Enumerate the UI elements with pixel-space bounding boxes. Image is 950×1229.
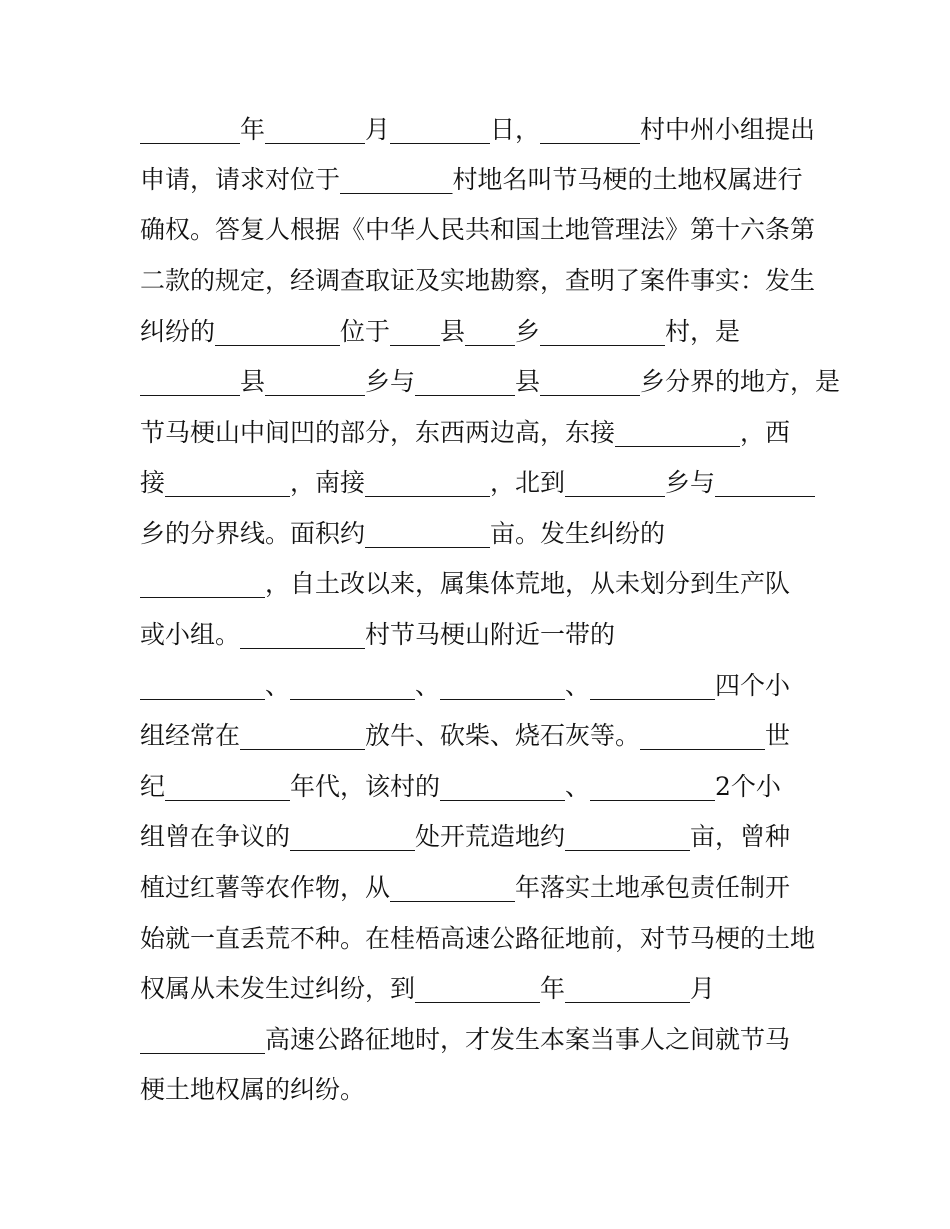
- text-line: 乡的分界线。面积约__________亩。发生纠纷的: [140, 519, 666, 548]
- text-line: 或小组。__________村节马梗山附近一带的: [140, 620, 616, 649]
- text-line: 二款的规定，经调查取证及实地勘察，查明了案件事实：发生: [140, 266, 816, 295]
- text-line: 梗土地权属的纠纷。: [140, 1075, 366, 1104]
- text-line: 申请，请求对位于_________村地名叫节马梗的土地权属进行: [140, 165, 803, 194]
- text-line: 节马梗山中间凹的部分，东西两边高，东接__________，西: [140, 418, 791, 447]
- text-line: __________、__________、__________、__________四个小: [140, 671, 791, 700]
- text-line: 接__________，南接__________，北到________乡与________: [140, 468, 816, 497]
- text-line: __________，自土改以来，属集体荒地，从未划分到生产队: [140, 569, 791, 598]
- text-line: 权属从未发生过纠纷，到__________年__________月: [140, 974, 716, 1003]
- text-line: 纪__________年代，该村的__________、__________2个小: [140, 772, 781, 801]
- text-line: 始就一直丢荒不种。在桂梧高速公路征地前，对节马梗的土地: [140, 924, 816, 953]
- text-line: 组经常在__________放牛、砍柴、烧石灰等。__________世: [140, 721, 791, 750]
- text-line: 组曾在争议的__________处开荒造地约__________亩，曾种: [140, 822, 791, 851]
- text-line: ________年________月________日，________村中州小组提出: [140, 115, 816, 144]
- text-line: 植过红薯等农作物，从__________年落实土地承包责任制开: [140, 873, 791, 902]
- text-line: __________高速公路征地时，才发生本案当事人之间就节马: [140, 1025, 791, 1054]
- text-line: ________县________乡与________县________乡分界的地方，是: [140, 367, 841, 396]
- text-line: 纠纷的__________位于____县____乡__________村，是: [140, 317, 741, 346]
- text-line: 确权。答复人根据《中华人民共和国土地管理法》第十六条第: [140, 215, 816, 244]
